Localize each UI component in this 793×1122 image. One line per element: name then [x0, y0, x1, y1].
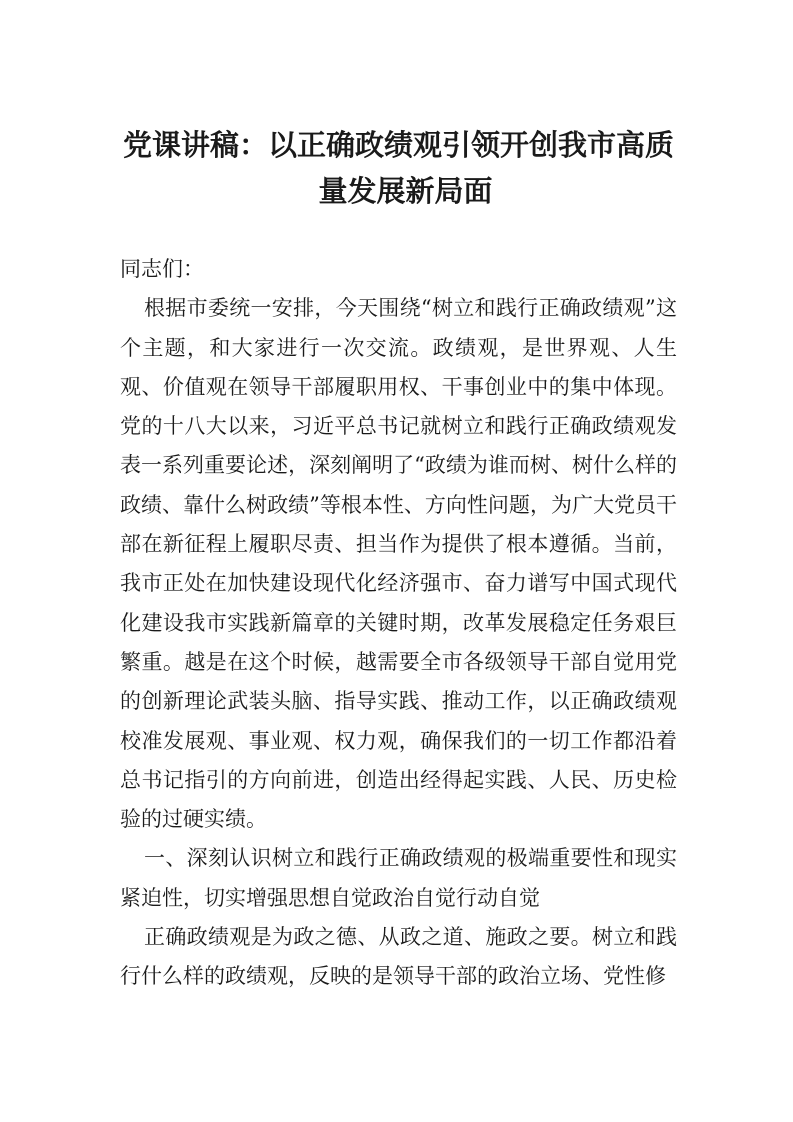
title-line-1: 党课讲稿：以正确政绩观引领开创我市高质: [122, 128, 674, 162]
salutation: 同志们：: [120, 257, 204, 281]
page-title: [120, 122, 677, 214]
section-heading-1: 一、深刻认识树立和践行正确政绩观的极端重要性和现实紧迫性，切实增强思想自觉政治自觉行动自觉: [120, 846, 677, 910]
paragraph-intro: 根据市委统一安排，今天围绕“树立和践行正确政绩观”这个主题，和大家进行一次交流。政绩观，是世界观、人生观、价值观在领导干部履职用权、干事创业中的集中体现。党的十八大以来，习近平总书记就树立和践行正确政绩观发表一系列重要论述，深刻阐明了“政绩为谁而树、树什么样的政绩、靠什么树政绩”等根本性、方向性问题，为广大党员干部在新征程上履职尽责、担当作为提供了根本遵循。当前，我市正处在加快建设现代化经济强市、奋力谱写中国式现代化建设我市实践新篇章的关键时期，改革发展稳定任务艰巨繁重。越是在这个时候，越需要全市各级领导干部自觉用党的创新理论武装头脑、指导实践、推动工作，以正确政绩观校准发展观、事业观、权力观，确保我们的一切工作都沿着总书记指引的方向前进，创造出经得起实践、人民、历史检验的过硬实绩。: [120, 296, 677, 832]
paragraph-section-1: 正确政绩观是为政之德、从政之道、施政之要。树立和践行什么样的政绩观，反映的是领导干部的政治立场、党性修: [120, 925, 677, 989]
title-line-2: 量发展新局面: [318, 174, 493, 208]
